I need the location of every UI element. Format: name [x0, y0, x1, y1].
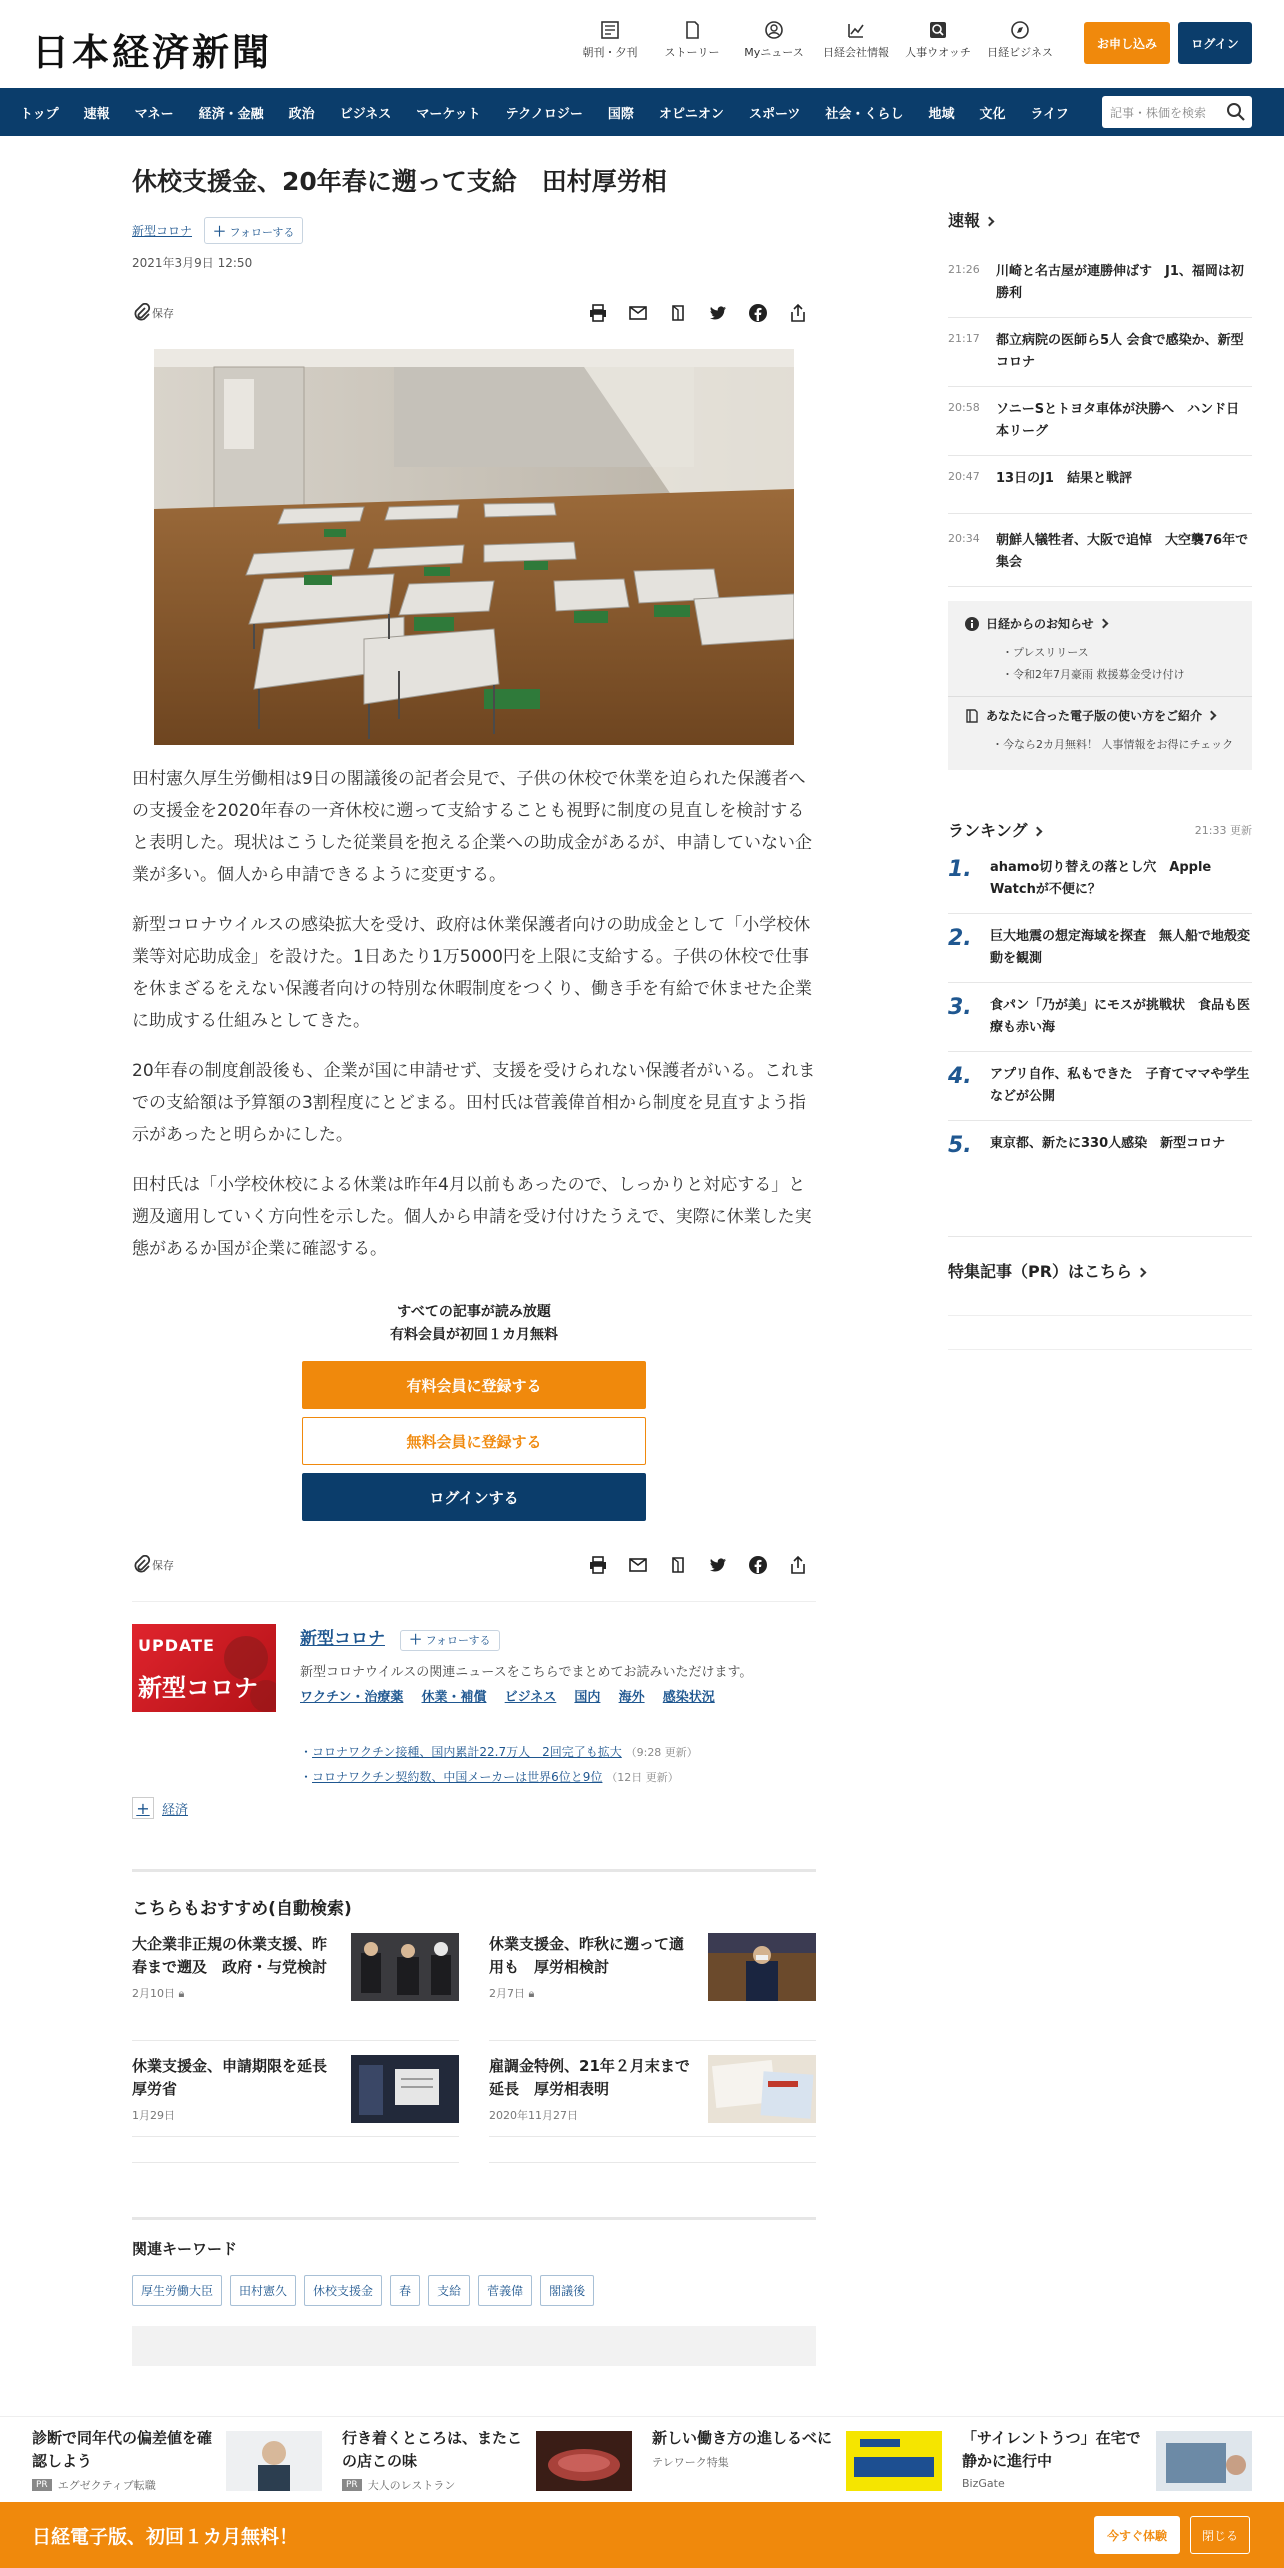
search-placeholder: 記事・株価を検索 [1110, 105, 1207, 120]
follow-label: フォローする [425, 1634, 491, 1647]
tool-nikkei-business[interactable]: 日経ビジネス [980, 20, 1060, 60]
facebook-icon[interactable] [744, 1553, 772, 1577]
keyword-tag[interactable]: 春 [390, 2275, 420, 2306]
paywall-login-button[interactable]: ログインする [302, 1473, 646, 1521]
topic-link-business[interactable]: ビジネス [504, 1690, 557, 1705]
recommend-item[interactable] [489, 2041, 816, 2137]
ranking-item[interactable]: 4. アプリ自作、私もできた 子育てママや学生などが公開 [948, 1052, 1252, 1121]
pr-badge: PR [32, 2479, 52, 2491]
notice-item[interactable]: ・プレスリリース [1002, 646, 1089, 659]
ad-title: 行き着くところは、またこの店この味 [342, 2429, 523, 2470]
nav-item-opinion[interactable]: オピニオン [658, 106, 724, 122]
compass-icon [1009, 20, 1031, 40]
ad-source: PR エグゼクティブ転職 [32, 2477, 332, 2493]
keyword-tags [132, 2275, 816, 2306]
topic-thumb-title: 新型コロナ [138, 1674, 258, 1702]
nav-item-international[interactable]: 国際 [607, 106, 634, 122]
topic-description: 新型コロナウイルスの関連ニュースをこちらでまとめてお読みいただけます。 [300, 1665, 753, 1680]
search-icon [927, 20, 949, 40]
recommend-date: 2020年11月27日 [489, 2109, 578, 2122]
info-icon [964, 616, 980, 632]
paperclip-icon [132, 303, 152, 323]
bottom-ad-strip [0, 2416, 1284, 2502]
nav-item-politics[interactable]: 政治 [288, 106, 315, 122]
recommend-thumbnail [708, 1933, 816, 2001]
search-icon[interactable] [1226, 102, 1246, 122]
nav-item-money[interactable]: マネー [134, 106, 174, 122]
topic-info [300, 1624, 816, 1705]
nav-item-technology[interactable]: テクノロジー [505, 106, 583, 122]
nav-item-culture[interactable]: 文化 [979, 106, 1006, 122]
flash-list [948, 249, 1252, 587]
recommend-title: 休業支援金、昨秋に遡って適用も 厚労相検討 [489, 1935, 685, 1976]
share-icons [572, 1553, 812, 1577]
article-column [132, 160, 816, 2366]
tool-paper-edition[interactable]: 朝刊・夕刊 [570, 20, 650, 60]
keyword-tag[interactable]: 菅義偉 [478, 2275, 532, 2306]
save-button[interactable] [132, 303, 174, 323]
ranking-heading[interactable]: ランキング [948, 818, 1041, 841]
plus-icon: + [132, 1797, 154, 1819]
paid-register-button[interactable]: 有料会員に登録する [302, 1361, 646, 1409]
newspaper-icon [599, 20, 621, 40]
chevron-right-icon [1137, 1268, 1147, 1278]
ad-item[interactable] [962, 2427, 1262, 2497]
nav-item-society[interactable]: 社会・くらし [825, 106, 904, 122]
article-paragraph: 20年春の制度創設後も、企業が国に申請せず、支援を受けられない保護者がいる。これまでの支給額は予算額の3割程度にとどまる。田村氏は菅義偉首相から制度を見直すよう指示があったと明らかにした。 [132, 1061, 816, 1145]
ranking-item[interactable]: 5. 東京都、新たに330人感染 新型コロナ [948, 1133, 1226, 1158]
ad-title: 診断で同年代の偏差値を確認しよう [32, 2429, 213, 2470]
topic-link-domestic[interactable]: 国内 [574, 1690, 601, 1705]
search-input[interactable] [1102, 96, 1252, 128]
try-now-button[interactable]: 今すぐ体験 [1094, 2516, 1180, 2554]
ad-image [1156, 2431, 1252, 2491]
topic-link-vaccine[interactable]: ワクチン・治療薬 [300, 1690, 404, 1705]
login-button[interactable]: ログイン [1178, 22, 1252, 64]
paywall-line-2: 有料会員が初回１カ月無料 [390, 1327, 558, 1343]
nav-item-flash[interactable]: 速報 [83, 106, 110, 122]
header-tools [570, 20, 1062, 60]
nav-item-life[interactable]: ライフ [1030, 106, 1069, 122]
recommend-section [132, 1869, 816, 2163]
nav-item-economy[interactable]: 経済・金融 [198, 106, 264, 122]
main-nav [0, 88, 1284, 136]
recommend-thumbnail [351, 2055, 459, 2123]
topic-sublinks [300, 1686, 816, 1705]
topic-link-compensation[interactable]: 休業・補償 [421, 1690, 487, 1705]
chevron-right-icon [985, 217, 995, 227]
feature-heading[interactable]: 特集記事（PR）はこちら [948, 1259, 1252, 1282]
paywall-line-1: すべての記事が読み放題 [397, 1304, 551, 1320]
keyword-tag[interactable]: 厚生労働大臣 [132, 2275, 222, 2306]
subscribe-button[interactable]: お申し込み [1084, 22, 1170, 64]
recommend-date: 2月7日 🔒︎ [489, 1987, 535, 2000]
ad-item[interactable] [652, 2427, 952, 2497]
nav-item-business[interactable]: ビジネス [339, 106, 392, 122]
ad-placeholder [132, 2326, 816, 2366]
recommend-heading: こちらもおすすめ(自動検索) [132, 1899, 352, 1919]
ad-source: BizGate [962, 2477, 1005, 2490]
nav-item-region[interactable]: 地域 [928, 106, 955, 122]
notice-item[interactable]: ・令和2年7月豪雨 救援募金受け付け [1002, 668, 1185, 681]
keyword-section [132, 2217, 816, 2306]
keyword-tag[interactable]: 休校支援金 [304, 2275, 382, 2306]
article-photo [154, 349, 794, 745]
article-paragraph: 新型コロナウイルスの感染拡大を受け、政府は休業保護者向けの助成金として「小学校休業等対応助成金」を設けた。1日あたり1万5000円を上限に支給する。子供の休校で仕事を休まざるをえない保護者向けの特別な休暇制度をつくり、働き手を有給で休ませた企業に助成する仕組みとしてきた。 [132, 915, 812, 1031]
recommend-item[interactable] [132, 1929, 459, 2041]
flash-item[interactable]: 21:17 都立病院の医師ら5人 会食で感染か、新型コロナ [948, 318, 1252, 387]
topic-box [132, 1601, 816, 1784]
pr-badge: PR [342, 2479, 362, 2491]
topic-thumb-label: UPDATE [138, 1636, 215, 1655]
ad-image [226, 2431, 322, 2491]
share-icon[interactable] [784, 301, 812, 325]
recommend-title: 雇調金特例、21年２月末まで延長 厚労相表明 [489, 2057, 690, 2098]
article-topic-row [132, 217, 816, 244]
recommend-grid [132, 1929, 816, 2137]
tool-personnel-watch[interactable]: 人事ウオッチ [898, 20, 978, 60]
feature-slot [948, 1316, 1252, 1350]
ad-source: テレワーク特集 [652, 2456, 729, 2469]
action-bar-bottom [132, 1547, 816, 1583]
action-bar-top [132, 295, 816, 331]
mail-icon[interactable] [624, 1553, 652, 1577]
follow-button[interactable]: ＋ フォローする [204, 217, 303, 244]
promo-banner [0, 2502, 1284, 2568]
article-title: 休校支援金、20年春に遡って支給 田村厚労相 [132, 167, 667, 196]
topic-thumbnail[interactable] [132, 1624, 276, 1712]
keyword-tag[interactable]: 閣議後 [540, 2275, 594, 2306]
notice-heading[interactable]: 日経からのお知らせ [964, 615, 1236, 632]
twitter-icon[interactable] [704, 1553, 732, 1577]
topic-link-status[interactable]: 感染状況 [662, 1690, 715, 1705]
lock-icon: 🔒︎ [528, 1987, 535, 2000]
article-body [132, 763, 816, 1265]
recommend-date: 1月29日 [132, 2109, 175, 2122]
ranking-item[interactable]: 1. ahamo切り替えの落とし穴 Apple Watchが不便に？ [948, 845, 1252, 914]
guide-heading[interactable]: あなたに合った電子版の使い方をご紹介 [964, 707, 1236, 724]
nav-item-top[interactable]: トップ [20, 106, 59, 122]
topic-news-item[interactable]: ・コロナワクチン接種、国内累計22.7万人 2回完了も拡大 （9:28 更新） [300, 1745, 698, 1759]
tool-story[interactable]: ストーリー [652, 20, 732, 60]
document-icon [681, 20, 703, 40]
flash-heading[interactable]: 速報 [948, 208, 1252, 231]
sidebar [948, 208, 1252, 1350]
recommend-date: 2月10日 🔒︎ [132, 1987, 185, 2000]
share-icons [572, 301, 812, 325]
close-banner-button[interactable]: 閉じる [1190, 2516, 1250, 2554]
site-logo[interactable]: 日本経済新聞 [32, 30, 272, 74]
person-icon [763, 20, 785, 40]
ad-source: PR 大人のレストラン [342, 2477, 642, 2493]
chart-icon [845, 20, 867, 40]
flash-item[interactable]: 20:34 朝鮮人犠牲者、大阪で追悼 大空襲76年で集会 [948, 514, 1252, 587]
chevron-right-icon [1207, 711, 1217, 721]
print-icon[interactable] [584, 301, 612, 325]
lock-icon: 🔒︎ [178, 1987, 185, 2000]
keyword-heading: 関連キーワード [132, 2240, 238, 2258]
ranking-item[interactable]: 2. 巨大地震の想定海域を探査 無人船で地殻変動を観測 [948, 914, 1252, 983]
tool-company-info[interactable]: 日経会社情報 [816, 20, 896, 60]
ad-title: 新しい働き方の進しるべに [652, 2429, 833, 2447]
keyword-tag[interactable]: 田村憲久 [230, 2275, 296, 2306]
economy-tag-label: 経済 [162, 1802, 189, 1818]
flash-item[interactable]: 21:26 川崎と名古屋が連勝伸ばす J1、福岡は初勝利 [948, 249, 1252, 318]
save-label: 保存 [152, 1559, 174, 1572]
paywall [132, 1301, 816, 1521]
print-icon[interactable] [584, 1553, 612, 1577]
feature-slot [948, 1282, 1252, 1316]
recommend-thumbnail [708, 2055, 816, 2123]
chevron-right-icon [1098, 619, 1108, 629]
recommend-thumbnail [351, 1933, 459, 2001]
guide-item[interactable]: ・今なら2カ月無料！ 人事情報をお得にチェック [992, 738, 1234, 751]
topic-title-link[interactable]: 新型コロナ [300, 1629, 385, 1649]
ranking-item[interactable]: 3. 食パン「乃が美」にモスが挑戦状 食品も医療も赤い海 [948, 983, 1252, 1052]
ad-title: 「サイレントうつ」在宅で静かに進行中 [962, 2429, 1141, 2470]
ranking-updated: 21:33 更新 [1194, 823, 1252, 837]
recommend-item[interactable] [132, 2041, 459, 2137]
paperclip-icon [132, 1555, 152, 1575]
ad-item[interactable] [32, 2427, 332, 2497]
article-paragraph: 田村憲久厚生労働相は9日の閣議後の記者会見で、子供の休校で休業を迫られた保護者への支援金を2020年春の一斉休校に遡って支給することも視野に制度の見直しを検討すると表明した。現状はこうした従業員を抱える企業への助成金があるが、申請していない企業が多い。個人から申請できるように変更する。 [132, 769, 812, 885]
facebook-icon[interactable] [744, 301, 772, 325]
mail-icon[interactable] [624, 301, 652, 325]
notice-box [948, 601, 1252, 770]
free-register-button[interactable]: 無料会員に登録する [302, 1417, 646, 1465]
save-label: 保存 [152, 307, 174, 320]
save-button[interactable] [132, 1555, 174, 1575]
flash-item[interactable]: 20:58 ソニーSとトヨタ車体が決勝へ ハンド日本リーグ [948, 387, 1252, 456]
ad-image [536, 2431, 632, 2491]
keyword-tag[interactable]: 支給 [428, 2275, 470, 2306]
clip-icon[interactable] [664, 301, 692, 325]
ad-item[interactable] [342, 2427, 642, 2497]
site-header [0, 0, 1284, 88]
topic-link-overseas[interactable]: 海外 [618, 1690, 645, 1705]
promo-text: 日経電子版、初回１カ月無料！ [32, 2526, 299, 2548]
follow-label: フォローする [229, 226, 295, 239]
recommend-title: 大企業非正規の休業支援、昨春まで遡及 政府・与党検討 [132, 1935, 328, 1976]
book-icon [964, 708, 980, 724]
topic-news-item[interactable]: ・コロナワクチン契約数、中国メーカーは世界6位と9位 （12日 更新） [300, 1770, 679, 1784]
share-icon[interactable] [784, 1553, 812, 1577]
nav-item-sports[interactable]: スポーツ [748, 106, 801, 122]
recommend-spacer [132, 2137, 816, 2163]
topic-link[interactable]: 新型コロナ [132, 224, 193, 238]
ad-image [846, 2431, 942, 2491]
clip-icon[interactable] [664, 1553, 692, 1577]
article-paragraph: 田村氏は「小学校休校による休業は昨年4月以前もあったので、しっかりと対応する」と遡及適用していく方向性を示した。個人から申請を受け付けたうえで、実際に休業した実態があるか国が企業に確認する。 [132, 1175, 812, 1259]
recommend-title: 休業支援金、申請期限を延長 厚労省 [132, 2057, 343, 2098]
tool-my-news[interactable]: Myニュース [734, 20, 814, 60]
nav-item-market[interactable]: マーケット [416, 106, 481, 122]
recommend-item[interactable] [489, 1929, 816, 2041]
topic-news-list [300, 1740, 816, 1790]
classroom-photo [154, 349, 794, 745]
article-date: 2021年3月9日 12:50 [132, 256, 253, 270]
feature-section [948, 1236, 1252, 1350]
topic-follow-button[interactable]: ＋ フォローする [400, 1630, 499, 1651]
twitter-icon[interactable] [704, 301, 732, 325]
ranking-section [948, 818, 1252, 1170]
chevron-right-icon [1032, 827, 1042, 837]
flash-item[interactable]: 20:47 13日のJ1 結果と戦評 [948, 456, 1252, 514]
economy-tag[interactable] [132, 1797, 816, 1819]
